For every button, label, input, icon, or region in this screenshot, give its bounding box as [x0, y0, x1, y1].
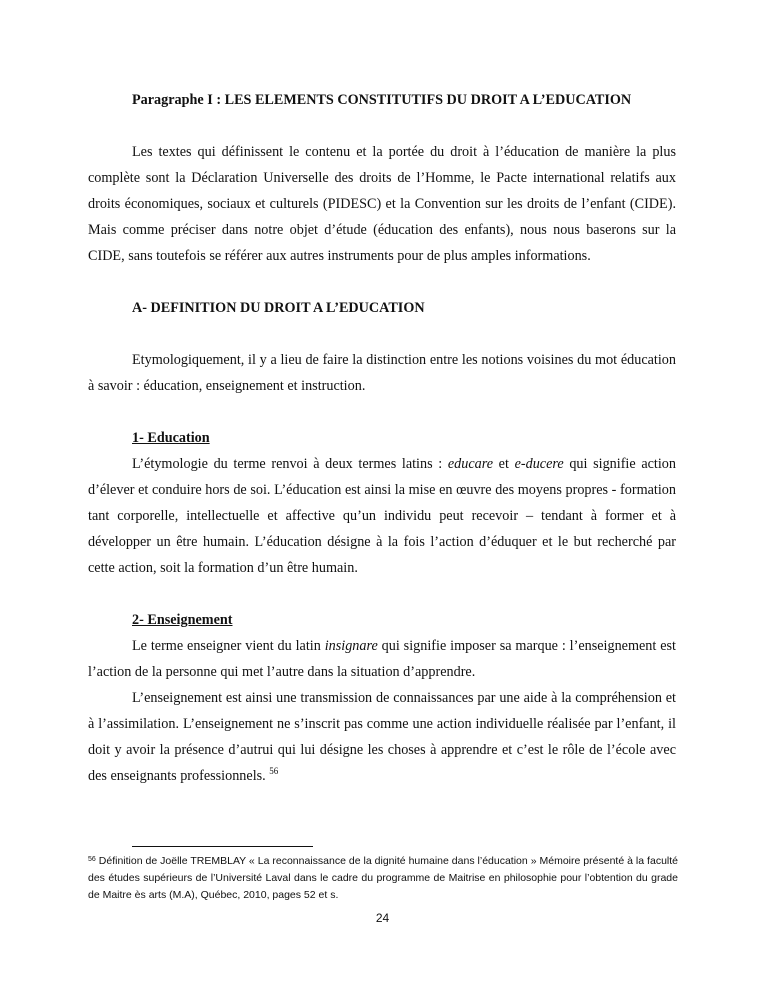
enseignement-paragraph-2: L’enseignement est ainsi une transmission de connaissances par une aide à la compréhension et à l’assimilation. L’enseignement ne s’inscrit pas comme une action individuelle réalisée par l’enfant, il doit y avoir la présence d’autrui qui lui désigne les choses à apprendre et c’est le rôle de l’école avec des enseignants professionnels. $^{56}$	[88, 690, 676, 784]
footnote-reference[interactable]: 56	[269, 766, 279, 776]
footnote-text: Définition de Joëlle TREMBLAY « La reconnaissance de la dignité humaine dans l’éducation » Mémoire présenté à la faculté des études supérieurs de l’Université Laval dans le cadre du programme de Maitrise en philosophie pour l’obtention du grade de Maitre ès arts (M.A), Québec, 2010, pages 52 et s.	[88, 855, 678, 901]
term-e-ducere: e-ducere	[514, 456, 564, 472]
footnote-separator	[132, 846, 313, 847]
section-title: Paragraphe I : LES ELEMENTS CONSTITUTIFS DU DROIT A L’EDUCATION	[132, 92, 632, 108]
education-paragraph: L’étymologie du terme renvoi à deux termes latins : educare et e-ducere qui signifie action d’élever et conduire hors de soi. L’éducation est ainsi la mise en œuvre des moyens propres - formation tant corporelle, intellectuelle et affective qu’un individu peut recevoir – tendant à former et à développer un être humain. L’éducation désigne à la fois l’action d’éduquer et le but recherché par cette action, soit la formation d’un être humain.	[88, 456, 676, 576]
education-heading: 1- Education	[132, 430, 210, 446]
section-a-heading: A- DEFINITION DU DROIT A L’EDUCATION	[132, 300, 425, 316]
term-insignare: insignare	[324, 638, 378, 654]
page-content	[88, 87, 676, 789]
intro-paragraph: Les textes qui définissent le contenu et la portée du droit à l’éducation de manière la plus complète sont la Déclaration Universelle des droits de l’Homme, le Pacte international relatifs aux droits économiques, sociaux et culturels (PIDESC) et la Convention sur les droits de l’enfant (CIDE). Mais comme préciser dans notre objet d’étude (éducation des enfants), nous nous baserons sur la CIDE, sans toutefois se référer aux autres instruments pour de plus amples informations.	[88, 144, 676, 264]
enseignement-heading: 2- Enseignement	[132, 612, 233, 628]
footnote-number: 56	[88, 856, 96, 863]
enseignement-paragraph-1: Le terme enseigner vient du latin insignare qui signifie imposer sa marque : l’enseignement est l’action de la personne qui met l’autre dans la situation d’apprendre.	[88, 638, 676, 680]
footnote	[88, 853, 678, 904]
term-educare: educare	[447, 456, 494, 472]
page-number: 24	[375, 911, 390, 925]
etymology-paragraph: Etymologiquement, il y a lieu de faire la distinction entre les notions voisines du mot éducation à savoir : éducation, enseignement et instruction.	[88, 352, 676, 394]
